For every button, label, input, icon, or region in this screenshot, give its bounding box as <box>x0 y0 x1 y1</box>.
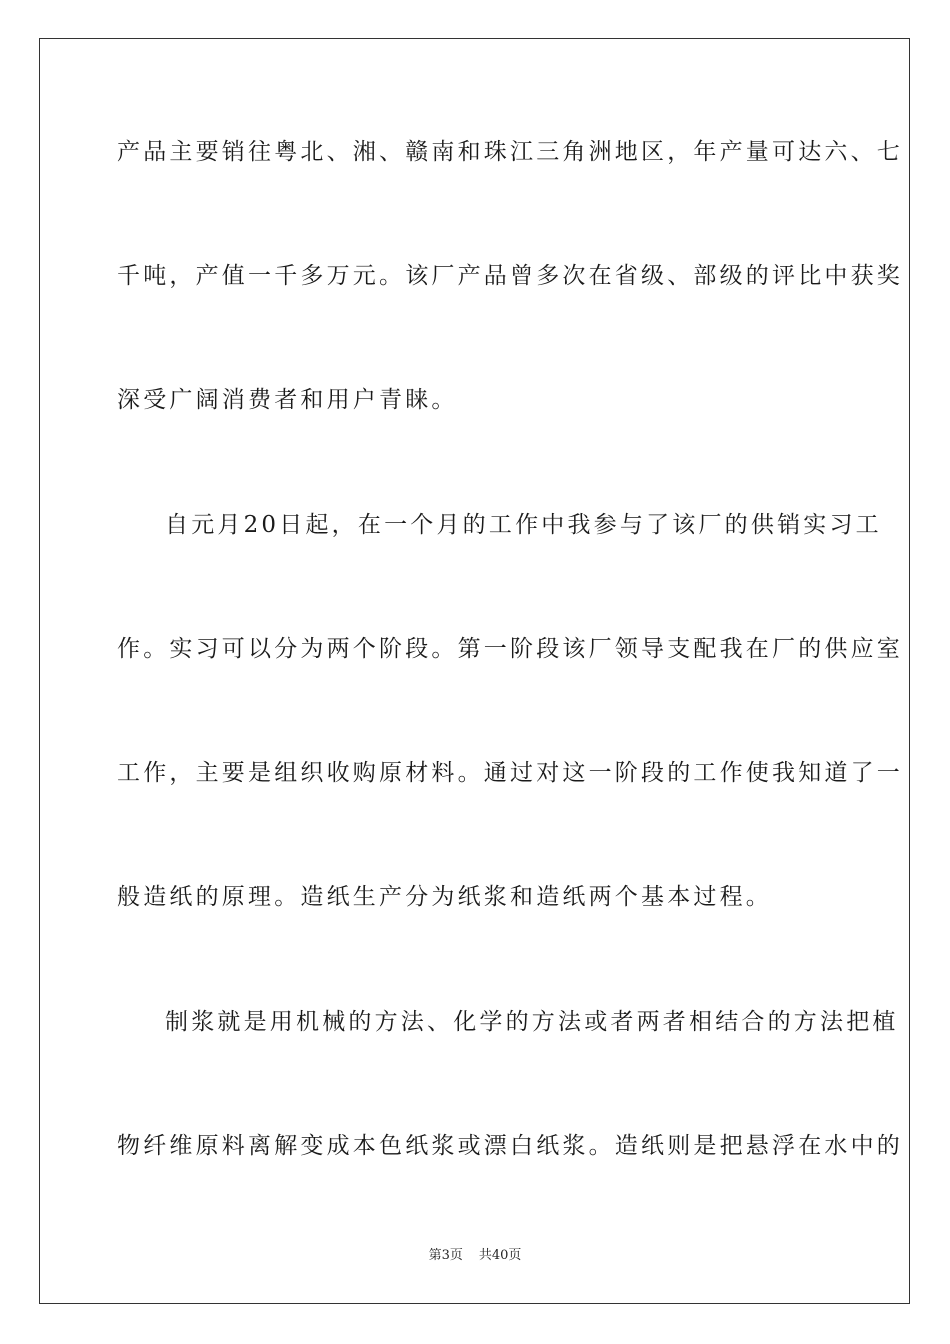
page-total: 共40页 <box>478 1248 522 1263</box>
text-line-4: 自元月20日起，在一个月的工作中我参与了该厂的供销实习工 <box>165 512 882 538</box>
text-line-5: 作。实习可以分为两个阶段。第一阶段该厂领导支配我在厂的供应室 <box>117 636 903 662</box>
text-line-1: 产品主要销往粤北、湘、赣南和珠江三角洲地区，年产量可达六、七 <box>117 139 903 165</box>
text-line-8: 制浆就是用机械的方法、化学的方法或者两者相结合的方法把植 <box>165 1009 899 1035</box>
text-line-3: 深受广阔消费者和用户青睐。 <box>117 387 458 413</box>
page-number: 第3页 <box>428 1248 463 1263</box>
page-footer <box>0 1247 950 1265</box>
text-line-7: 般造纸的原理。造纸生产分为纸浆和造纸两个基本过程。 <box>117 884 772 910</box>
page-border <box>39 38 910 1304</box>
text-line-2: 千吨，产值一千多万元。该厂产品曾多次在省级、部级的评比中获奖 <box>117 263 903 289</box>
text-line-9: 物纤维原料离解变成本色纸浆或漂白纸浆。造纸则是把悬浮在水中的 <box>117 1133 903 1159</box>
text-line-6: 工作，主要是组织收购原材料。通过对这一阶段的工作使我知道了一 <box>117 760 903 786</box>
